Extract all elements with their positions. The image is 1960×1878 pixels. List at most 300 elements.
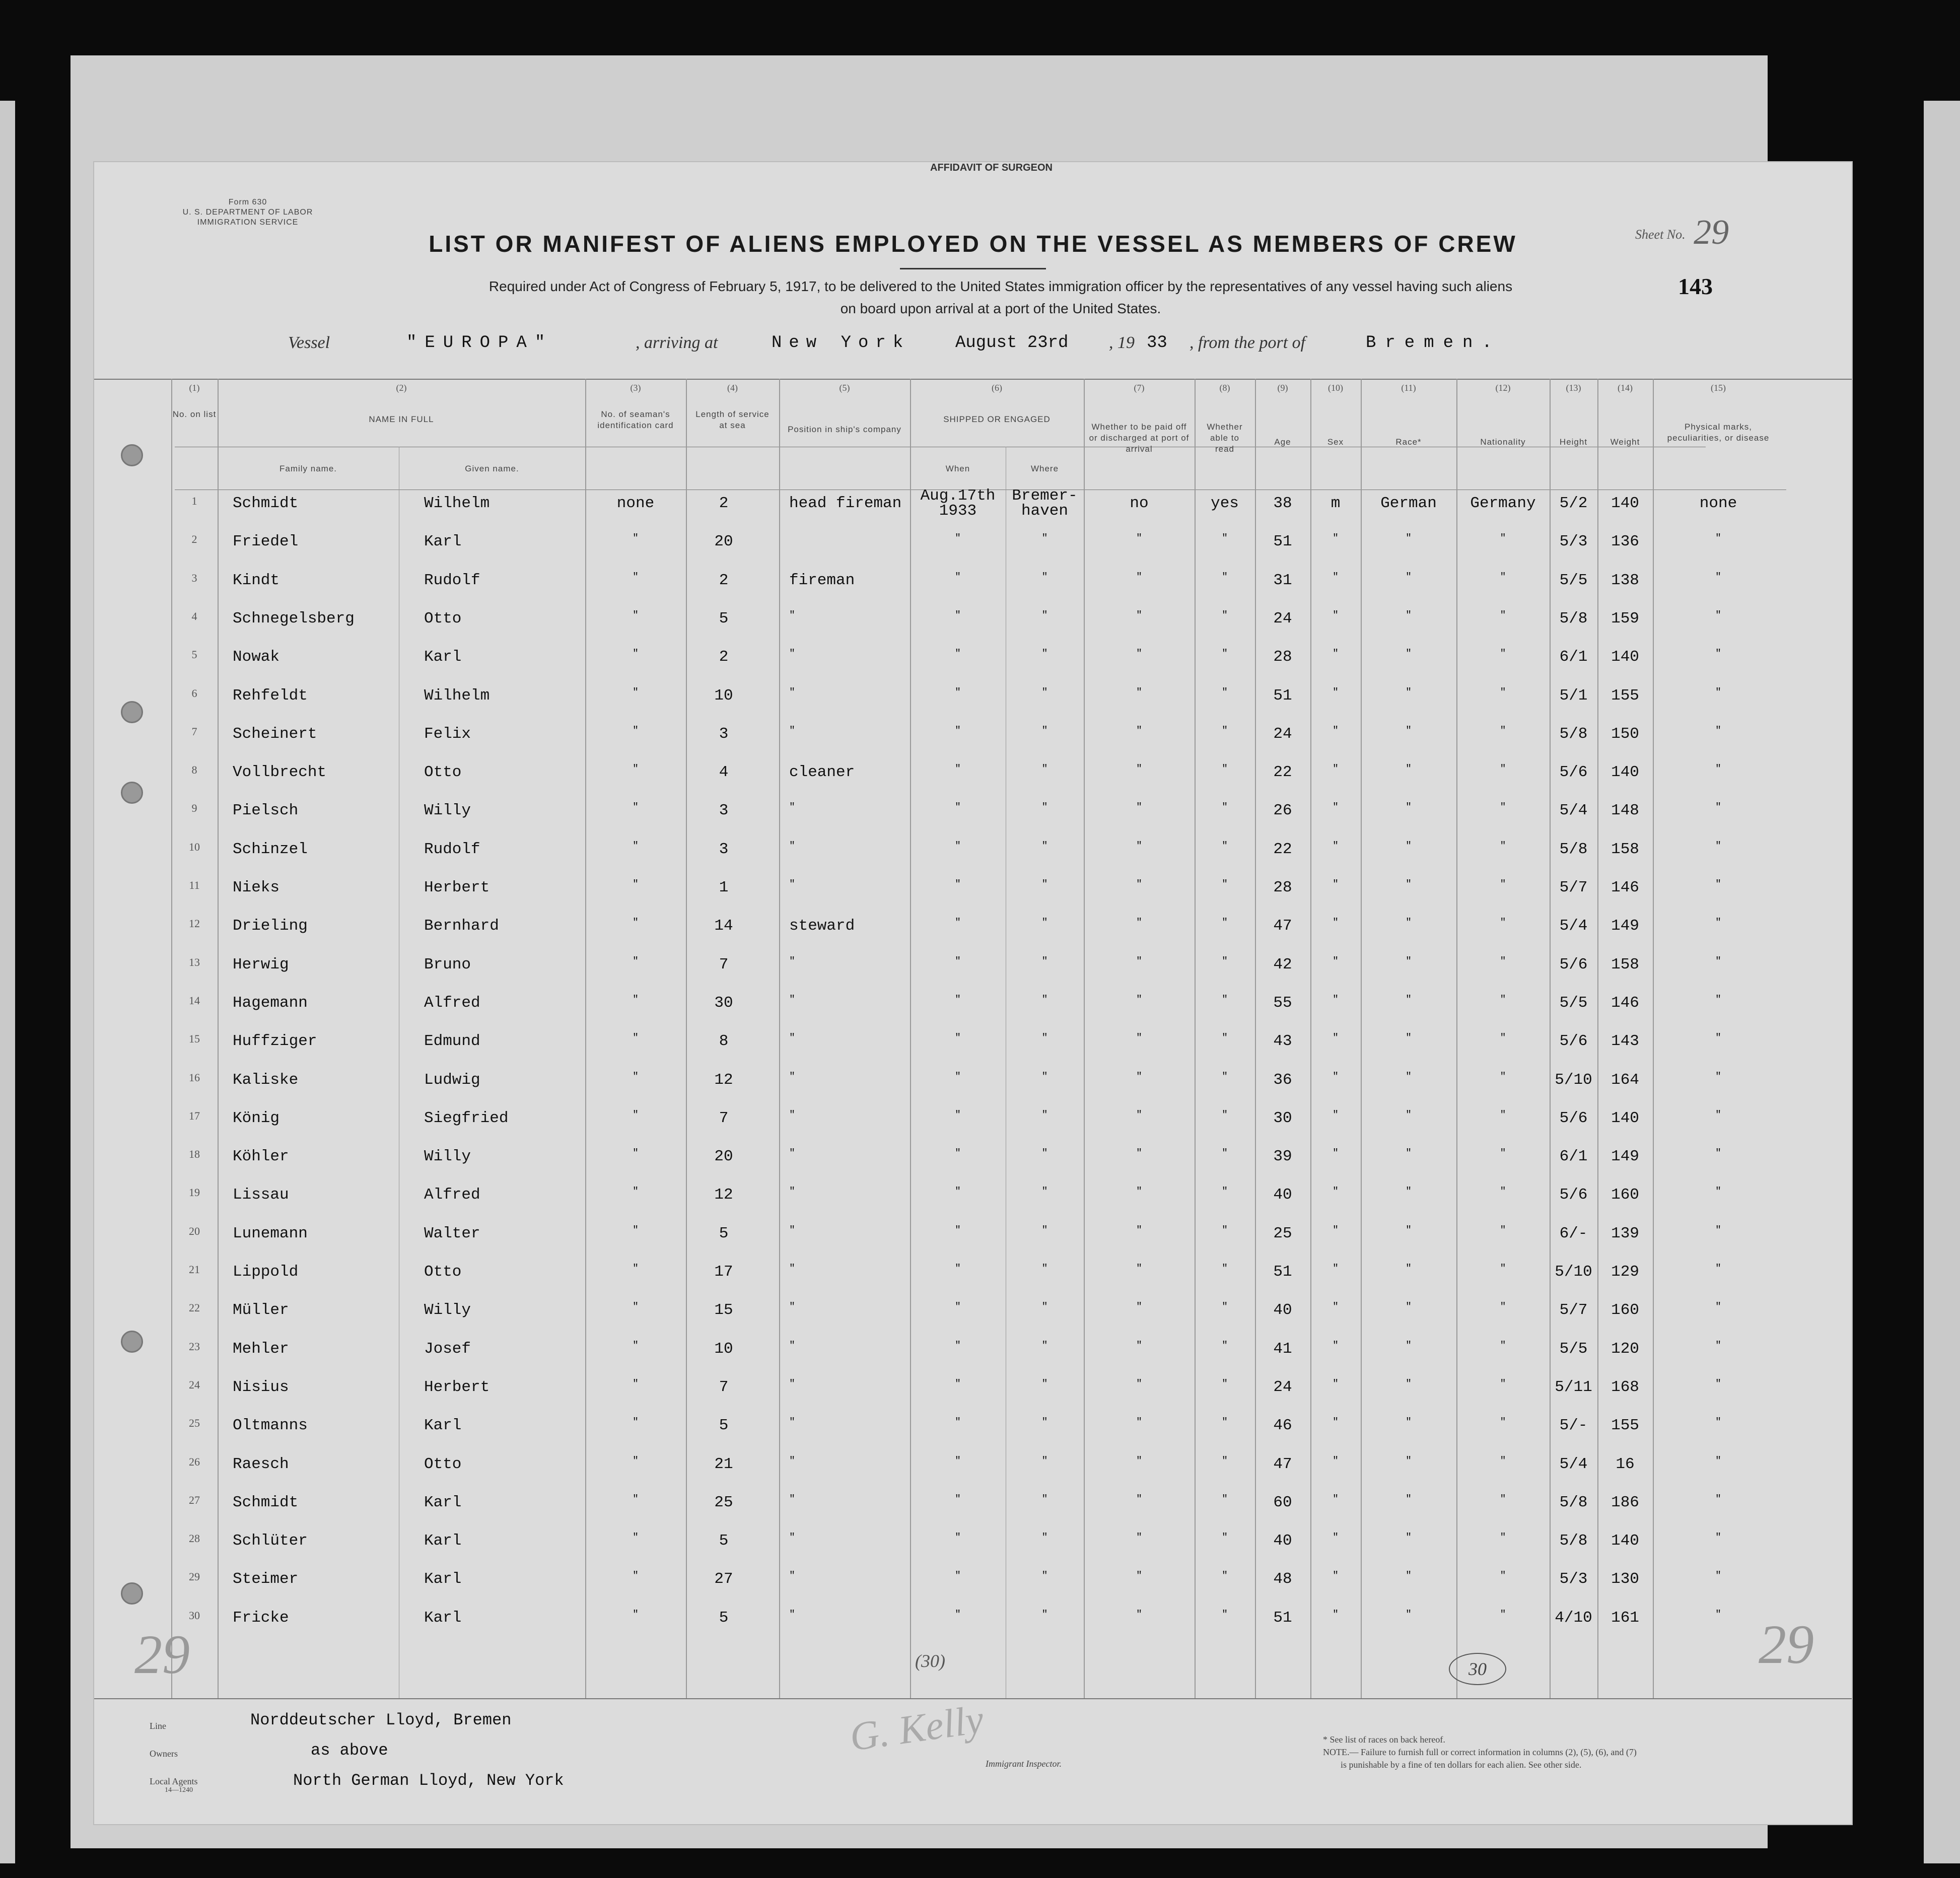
cell-no: 2: [191, 533, 197, 546]
cell-family: Friedel: [233, 533, 299, 551]
cell-race: ": [1405, 1186, 1412, 1198]
cell-read: ": [1221, 1263, 1228, 1275]
cell-physical: ": [1715, 1148, 1721, 1160]
vessel-name: "EUROPA": [406, 333, 553, 353]
cell-nationality: ": [1500, 533, 1506, 545]
cell-service: 3: [719, 802, 729, 820]
cell-height: 5/8: [1559, 1493, 1588, 1511]
header-seaman-id: No. of seaman's identification card: [597, 409, 674, 430]
cell-where: ": [1041, 1455, 1048, 1467]
cell-no: 17: [189, 1109, 200, 1122]
cell-nationality: ": [1500, 1186, 1506, 1198]
form-number: Form 630: [228, 198, 267, 206]
manifest-sheet: [93, 161, 1853, 1825]
cell-race: ": [1405, 1609, 1412, 1621]
line-label: Line: [150, 1721, 166, 1731]
cell-when: ": [954, 1493, 961, 1505]
header-position: Position in ship's company: [788, 425, 901, 434]
cell-paid: ": [1136, 917, 1142, 929]
cell-weight: 120: [1611, 1340, 1639, 1358]
cell-service: 5: [719, 1532, 729, 1550]
cell-height: 5/3: [1559, 1570, 1588, 1588]
cell-sex: ": [1332, 1493, 1339, 1505]
cell-where: ": [1041, 686, 1048, 699]
cell-id: ": [632, 763, 639, 776]
races-note: * See list of races on back hereof.: [1323, 1734, 1445, 1745]
cell-sex: ": [1332, 994, 1339, 1006]
cell-position: head fireman: [789, 495, 902, 512]
cell-no: 16: [189, 1071, 200, 1084]
cell-race: ": [1405, 1263, 1412, 1275]
cell-given: Karl: [424, 1532, 462, 1550]
col-num-11: (11): [1401, 383, 1416, 393]
cell-paid: ": [1136, 1378, 1142, 1390]
cell-nationality: ": [1500, 917, 1506, 929]
sheet-number-label: Sheet No.: [1635, 227, 1686, 242]
cell-age: 24: [1273, 1378, 1292, 1396]
cell-nationality: ": [1500, 1263, 1506, 1275]
cell-age: 28: [1273, 648, 1292, 666]
cell-service: 5: [719, 1609, 729, 1627]
form-header: [152, 197, 343, 228]
cell-id: ": [632, 1378, 639, 1390]
cell-id: ": [632, 1224, 639, 1236]
cell-read: ": [1221, 533, 1228, 545]
cell-family: Schinzel: [233, 840, 308, 858]
cell-service: 10: [714, 686, 733, 705]
table-row: [94, 1494, 1852, 1532]
cell-read: ": [1221, 609, 1228, 621]
col-num-8: (8): [1219, 383, 1230, 393]
cell-no: 18: [189, 1148, 200, 1161]
cell-id: ": [632, 609, 639, 621]
punch-hole: [121, 782, 143, 804]
cell-position: ": [789, 1455, 796, 1467]
cell-read: ": [1221, 994, 1228, 1006]
cell-family: Huffziger: [233, 1032, 317, 1051]
header-name-in-full: NAME IN FULL: [369, 414, 434, 424]
cell-position: ": [789, 955, 796, 967]
cell-sex: ": [1332, 571, 1339, 583]
cell-service: 7: [719, 955, 729, 973]
header-no-on-list: No. on list: [172, 409, 217, 419]
cell-given: Willy: [424, 1301, 471, 1319]
cell-position: ": [789, 1417, 796, 1429]
cell-nationality: ": [1500, 1032, 1506, 1045]
table-row: [94, 1570, 1852, 1609]
cell-sex: ": [1332, 763, 1339, 776]
cell-when: ": [954, 686, 961, 699]
cell-physical: ": [1715, 1263, 1721, 1275]
cell-when: ": [954, 1263, 961, 1275]
cell-id: ": [632, 1493, 639, 1505]
cell-where: ": [1041, 609, 1048, 621]
cell-where: ": [1041, 917, 1048, 929]
cell-service: 12: [714, 1186, 733, 1204]
cell-physical: ": [1715, 840, 1721, 852]
cell-family: Scheinert: [233, 725, 317, 743]
cell-age: 24: [1273, 609, 1292, 628]
cell-paid: ": [1136, 1340, 1142, 1352]
cell-service: 30: [714, 994, 733, 1012]
cell-service: 3: [719, 725, 729, 743]
cell-physical: ": [1715, 763, 1721, 776]
cell-no: 14: [189, 994, 200, 1007]
cell-age: 36: [1273, 1071, 1292, 1089]
cell-read: ": [1221, 1609, 1228, 1621]
cell-physical: ": [1715, 609, 1721, 621]
cell-family: Schmidt: [233, 495, 299, 512]
departure-port: Bremen.: [1366, 333, 1501, 353]
col-num-10: (10): [1328, 383, 1343, 393]
cell-service: 20: [714, 533, 733, 551]
stamp-number: 143: [1678, 273, 1713, 299]
cell-position: steward: [789, 917, 855, 935]
fine-note-2: is punishable by a fine of ten dollars for each alien. See other side.: [1341, 1760, 1582, 1770]
cell-weight: 136: [1611, 533, 1639, 551]
cell-read: ": [1221, 1301, 1228, 1313]
cell-age: 60: [1273, 1493, 1292, 1511]
cell-height: 5/-: [1559, 1417, 1588, 1435]
cell-weight: 140: [1611, 495, 1639, 512]
cell-no: 30: [189, 1609, 200, 1622]
adjacent-page-right: [1924, 101, 1960, 1863]
cell-id: ": [632, 686, 639, 699]
cell-when: ": [954, 1301, 961, 1313]
cell-id: ": [632, 725, 639, 737]
cell-given: Wilhelm: [424, 686, 490, 705]
cell-nationality: ": [1500, 763, 1506, 776]
cell-nationality: ": [1500, 1340, 1506, 1352]
cell-where: ": [1041, 840, 1048, 852]
cell-family: Schmidt: [233, 1493, 299, 1511]
cell-where: ": [1041, 725, 1048, 737]
cell-race: ": [1405, 1301, 1412, 1313]
cell-race: ": [1405, 840, 1412, 852]
line-value: Norddeutscher Lloyd, Bremen: [250, 1711, 512, 1729]
cell-service: 25: [714, 1493, 733, 1511]
cell-physical: ": [1715, 879, 1721, 890]
cell-physical: ": [1715, 1609, 1721, 1621]
table-row: [94, 956, 1852, 994]
cell-id: ": [632, 879, 639, 890]
cell-read: ": [1221, 1032, 1228, 1045]
cell-id: ": [632, 994, 639, 1006]
cell-weight: 146: [1611, 994, 1639, 1012]
cell-physical: ": [1715, 1301, 1721, 1313]
cell-race: ": [1405, 725, 1412, 737]
cell-height: 5/11: [1555, 1378, 1592, 1396]
cell-paid: ": [1136, 802, 1142, 814]
cell-given: Willy: [424, 1148, 471, 1166]
table-row: [94, 1186, 1852, 1224]
cell-service: 21: [714, 1455, 733, 1473]
cell-weight: 148: [1611, 802, 1639, 820]
cell-position: ": [789, 994, 796, 1006]
cell-given: Bernhard: [424, 917, 499, 935]
margin-note-left: 29: [134, 1624, 190, 1685]
cell-race: ": [1405, 1417, 1412, 1429]
cell-where: ": [1041, 802, 1048, 814]
cell-service: 14: [714, 917, 733, 935]
table-row: [94, 1609, 1852, 1647]
header-shipped: SHIPPED OR ENGAGED: [943, 414, 1051, 424]
cell-height: 5/6: [1559, 1186, 1588, 1204]
department-name: U. S. DEPARTMENT OF LABOR: [182, 208, 313, 217]
cell-read: ": [1221, 1186, 1228, 1198]
cell-age: 22: [1273, 763, 1292, 782]
cell-where: ": [1041, 1186, 1048, 1198]
cell-where: ": [1041, 1148, 1048, 1160]
cell-race: ": [1405, 1378, 1412, 1390]
cell-when: ": [954, 1109, 961, 1121]
header-sex: Sex: [1327, 437, 1344, 447]
year-prefix: , 19: [1109, 333, 1135, 352]
cell-nationality: ": [1500, 1301, 1506, 1313]
cell-height: 5/3: [1559, 533, 1588, 551]
cell-where: ": [1041, 879, 1048, 890]
cell-no: 13: [189, 955, 200, 968]
cell-weight: 160: [1611, 1186, 1639, 1204]
cell-height: 6/1: [1559, 1148, 1588, 1166]
cell-weight: 16: [1616, 1455, 1635, 1473]
cell-given: Herbert: [424, 1378, 490, 1396]
cell-given: Willy: [424, 802, 471, 820]
title-rule: [900, 268, 1046, 269]
cell-physical: ": [1715, 994, 1721, 1006]
cell-nationality: ": [1500, 1109, 1506, 1121]
cell-position: cleaner: [789, 763, 855, 782]
cell-sex: ": [1332, 1570, 1339, 1582]
owners-label: Owners: [150, 1749, 178, 1759]
header-where: Where: [1030, 464, 1059, 473]
cell-when: ": [954, 1417, 961, 1429]
cell-id: none: [616, 495, 655, 512]
cell-id: ": [632, 533, 639, 545]
cell-weight: 140: [1611, 763, 1639, 782]
cell-read: ": [1221, 763, 1228, 776]
cell-race: ": [1405, 1071, 1412, 1083]
cell-weight: 149: [1611, 917, 1639, 935]
col-num-13: (13): [1566, 383, 1581, 393]
cell-where: ": [1041, 1071, 1048, 1083]
cell-physical: ": [1715, 1224, 1721, 1236]
cell-paid: ": [1136, 648, 1142, 660]
cell-paid: ": [1136, 1532, 1142, 1544]
cell-sex: ": [1332, 1378, 1339, 1390]
cell-family: Lunemann: [233, 1224, 308, 1242]
cell-race: ": [1405, 1570, 1412, 1582]
cell-read: ": [1221, 1071, 1228, 1083]
cell-given: Otto: [424, 763, 462, 782]
cell-race: ": [1405, 1532, 1412, 1544]
cell-read: ": [1221, 955, 1228, 967]
cell-position: ": [789, 1263, 796, 1275]
cell-read: ": [1221, 686, 1228, 699]
cell-sex: ": [1332, 1109, 1339, 1121]
cell-when: ": [954, 879, 961, 890]
cell-when: ": [954, 725, 961, 737]
cell-nationality: ": [1500, 686, 1506, 699]
cell-paid: ": [1136, 571, 1142, 583]
cell-paid: ": [1136, 1186, 1142, 1198]
cell-sex: ": [1332, 1532, 1339, 1544]
cell-read: ": [1221, 840, 1228, 852]
cell-family: Nowak: [233, 648, 280, 666]
cell-paid: ": [1136, 533, 1142, 545]
cell-race: ": [1405, 1493, 1412, 1505]
cell-physical: ": [1715, 725, 1721, 737]
cell-when: ": [954, 1032, 961, 1045]
punch-hole: [121, 701, 143, 723]
cell-no: 28: [189, 1532, 200, 1545]
cell-nationality: ": [1500, 1224, 1506, 1236]
table-row: [94, 610, 1852, 648]
cell-paid: ": [1136, 955, 1142, 967]
cell-sex: ": [1332, 1186, 1339, 1198]
cell-no: 27: [189, 1493, 200, 1506]
header-length-service: Length of service at sea: [695, 409, 769, 430]
cell-height: 5/7: [1559, 879, 1588, 896]
cell-where: ": [1041, 1224, 1048, 1236]
header-when: When: [945, 464, 970, 473]
table-row: [94, 879, 1852, 917]
cell-physical: ": [1715, 1455, 1721, 1467]
page-subtitle: [296, 275, 1706, 320]
cell-service: 10: [714, 1340, 733, 1358]
cell-nationality: ": [1500, 879, 1506, 890]
cell-weight: 140: [1611, 1532, 1639, 1550]
cell-given: Karl: [424, 1493, 462, 1511]
cell-position: ": [789, 1148, 796, 1160]
cell-where: ": [1041, 571, 1048, 583]
cell-when: ": [954, 1609, 961, 1621]
cell-height: 6/1: [1559, 648, 1588, 666]
adjacent-page-left: [0, 101, 15, 1863]
table-row: [94, 572, 1852, 610]
cell-weight: 160: [1611, 1301, 1639, 1319]
affidavit-heading: AFFIDAVIT OF SURGEON: [930, 162, 1053, 173]
cell-paid: ": [1136, 1609, 1142, 1621]
cell-id: ": [632, 1340, 639, 1352]
cell-service: 7: [719, 1109, 729, 1127]
header-height: Height: [1559, 437, 1588, 447]
cell-given: Karl: [424, 1417, 462, 1435]
cell-age: 51: [1273, 533, 1292, 551]
cell-where: Bremer- haven: [1012, 487, 1078, 520]
cell-height: 5/7: [1559, 1301, 1588, 1319]
cell-height: 4/10: [1555, 1609, 1592, 1627]
cell-age: 38: [1273, 495, 1292, 512]
cell-family: Müller: [233, 1301, 289, 1319]
margin-note-right: 29: [1759, 1614, 1814, 1675]
table-row: [94, 648, 1852, 686]
cell-height: 5/5: [1559, 994, 1588, 1012]
cell-id: ": [632, 1186, 639, 1198]
cell-where: ": [1041, 1609, 1048, 1621]
col-num-2: (2): [396, 383, 407, 393]
cell-family: Steimer: [233, 1570, 299, 1588]
cell-physical: ": [1715, 533, 1721, 545]
cell-paid: ": [1136, 1301, 1142, 1313]
table-row: [94, 1109, 1852, 1148]
cell-given: Karl: [424, 533, 462, 551]
page-title: LIST OR MANIFEST OF ALIENS EMPLOYED ON THE VESSEL AS MEMBERS OF CREW: [429, 231, 1517, 257]
cell-race: ": [1405, 1109, 1412, 1121]
cell-where: ": [1041, 1263, 1048, 1275]
cell-paid: ": [1136, 686, 1142, 699]
cell-given: Bruno: [424, 955, 471, 973]
cell-weight: 138: [1611, 571, 1639, 589]
cell-race: ": [1405, 1032, 1412, 1045]
cell-no: 21: [189, 1263, 200, 1276]
cell-height: 5/8: [1559, 1532, 1588, 1550]
cell-when: ": [954, 994, 961, 1006]
cell-weight: 129: [1611, 1263, 1639, 1281]
cell-where: ": [1041, 1570, 1048, 1582]
header-paid-off: Whether to be paid off or discharged at port of arrival: [1089, 422, 1189, 454]
cell-age: 30: [1273, 1109, 1292, 1127]
cell-read: ": [1221, 1340, 1228, 1352]
subtitle-line-2: on board upon arrival at a port of the United States.: [840, 301, 1161, 316]
cell-no: 1: [191, 495, 197, 507]
cell-height: 5/8: [1559, 840, 1588, 858]
cell-where: ": [1041, 1109, 1048, 1121]
cell-when: ": [954, 802, 961, 814]
cell-sex: ": [1332, 1340, 1339, 1352]
cell-race: ": [1405, 571, 1412, 583]
cell-physical: ": [1715, 1186, 1721, 1198]
cell-no: 22: [189, 1301, 200, 1314]
cell-paid: ": [1136, 1417, 1142, 1429]
cell-where: ": [1041, 1532, 1048, 1544]
cell-family: Hagemann: [233, 994, 308, 1012]
count-note-2: 30: [1449, 1653, 1506, 1685]
header-top-rule: [94, 379, 1852, 380]
cell-service: 3: [719, 840, 729, 858]
cell-read: yes: [1211, 495, 1239, 512]
cell-family: Schlüter: [233, 1532, 308, 1550]
cell-physical: none: [1699, 495, 1737, 512]
cell-given: Walter: [424, 1224, 480, 1242]
cell-position: ": [789, 879, 796, 890]
cell-age: 31: [1273, 571, 1292, 589]
cell-race: ": [1405, 763, 1412, 776]
cell-physical: ": [1715, 571, 1721, 583]
cell-family: Drieling: [233, 917, 308, 935]
cell-where: ": [1041, 1340, 1048, 1352]
cell-race: ": [1405, 955, 1412, 967]
subtitle-line-1: Required under Act of Congress of February 5, 1917, to be delivered to the United States immigration officer by the representatives of any vessel having such aliens: [488, 279, 1513, 294]
cell-sex: ": [1332, 609, 1339, 621]
cell-physical: ": [1715, 1071, 1721, 1083]
table-row: [94, 1032, 1852, 1071]
cell-nationality: ": [1500, 1455, 1506, 1467]
cell-id: ": [632, 955, 639, 967]
cell-nationality: ": [1500, 725, 1506, 737]
cell-id: ": [632, 1301, 639, 1313]
cell-read: ": [1221, 725, 1228, 737]
cell-height: 6/-: [1559, 1224, 1588, 1242]
cell-id: ": [632, 1455, 639, 1467]
form-code: 14—1240: [165, 1786, 193, 1794]
col-num-5: (5): [839, 383, 850, 393]
cell-age: 43: [1273, 1032, 1292, 1051]
cell-nationality: ": [1500, 1417, 1506, 1429]
cell-paid: ": [1136, 1148, 1142, 1160]
cell-position: ": [789, 1032, 796, 1045]
cell-weight: 155: [1611, 686, 1639, 705]
